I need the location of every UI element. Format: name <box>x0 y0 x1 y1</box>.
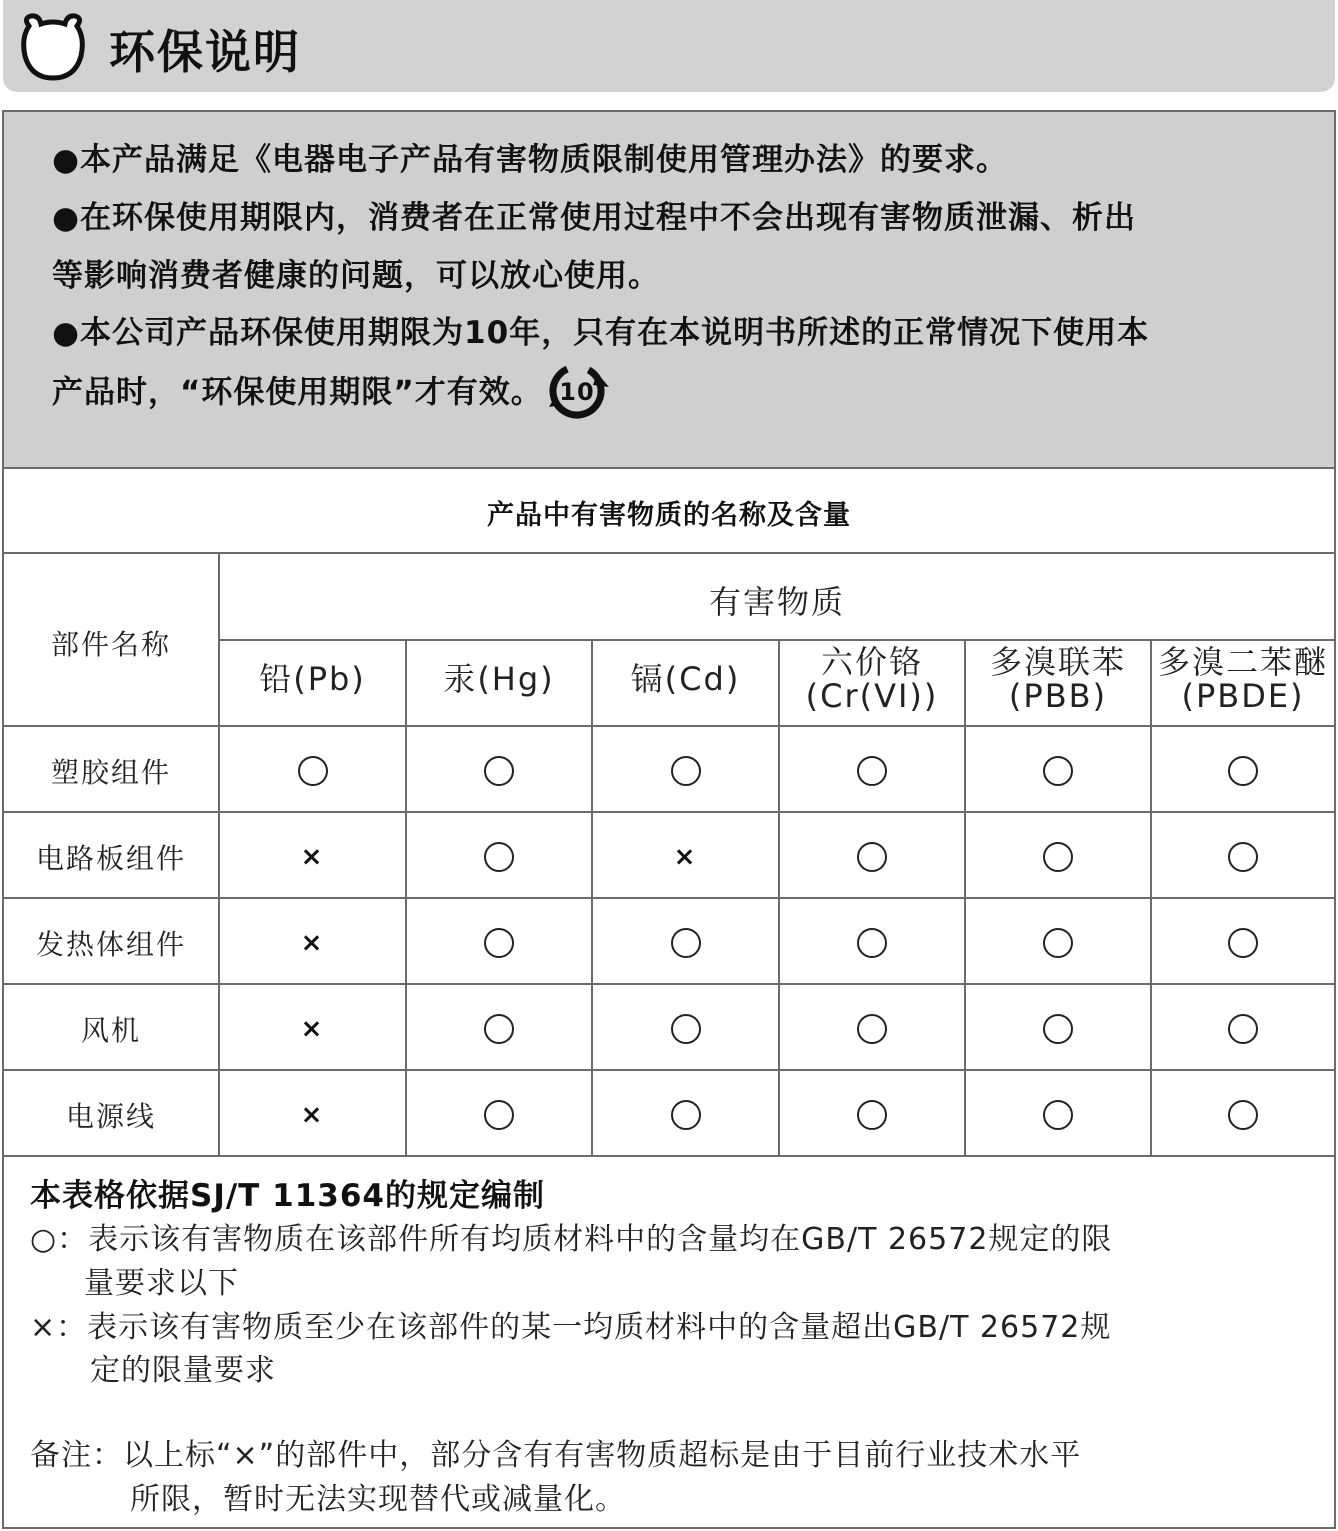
compliant-circle-mark <box>593 1097 778 1131</box>
substance-column-header-line-2: (PBB) <box>1008 677 1108 715</box>
circle-mark-icon <box>1228 1100 1258 1130</box>
circle-mark-icon <box>857 1014 887 1044</box>
exceeds-cross-mark <box>220 839 405 873</box>
circle-mark-icon <box>671 756 701 786</box>
compliant-circle-mark <box>780 1097 964 1131</box>
compliant-circle-mark <box>407 1011 591 1045</box>
compliant-circle-mark <box>966 1011 1150 1045</box>
table-title: 产品中有害物质的名称及含量 <box>487 500 851 531</box>
notice-line-2: ●在环保使用期限内，消费者在正常使用过程中不会出现有害物质泄漏、析出 <box>52 200 1137 236</box>
notice-line-3: 等影响消费者健康的问题，可以放心使用。 <box>52 258 660 294</box>
page-title: 环保说明 <box>109 25 301 79</box>
part-name-cell: 发热体组件 <box>35 928 186 961</box>
compliant-circle-mark <box>593 925 778 959</box>
eco-notice-box <box>2 110 1336 468</box>
substance-column-header <box>593 662 778 696</box>
circle-legend-line-2: 量要求以下 <box>84 1266 239 1301</box>
substance-column-header <box>1152 645 1334 713</box>
exceeds-cross-mark <box>220 1011 405 1045</box>
circle-mark-icon <box>484 928 514 958</box>
circle-legend-line-1: ○：表示该有害物质在该部件所有均质材料中的含量均在GB/T 26572规定的限 <box>30 1222 1113 1257</box>
compliant-circle-mark <box>220 753 405 787</box>
substance-column-header <box>966 645 1150 713</box>
compliant-circle-mark <box>780 839 964 873</box>
cross-mark-text: × <box>300 1014 325 1044</box>
compliant-circle-mark <box>780 1011 964 1045</box>
substance-column-header-line-1: 铅(Pb) <box>259 660 366 698</box>
cross-mark-text: × <box>300 928 325 958</box>
substance-column-header <box>780 645 964 713</box>
substance-column-header-line-1: 汞(Hg) <box>443 660 555 698</box>
cross-legend-line-1: ×：表示该有害物质至少在该部件的某一均质材料中的含量超出GB/T 26572规 <box>30 1310 1112 1345</box>
circle-mark-icon <box>298 756 328 786</box>
compliant-circle-mark <box>407 925 591 959</box>
cross-mark-text: × <box>300 842 325 872</box>
compliant-circle-mark <box>966 925 1150 959</box>
part-name-header: 部件名称 <box>50 628 171 661</box>
eco-icon-number: 10 <box>559 378 595 406</box>
circle-mark-icon <box>484 1100 514 1130</box>
circle-mark-icon <box>484 1014 514 1044</box>
compliant-circle-mark <box>407 1097 591 1131</box>
notice-line-5 <box>52 365 611 423</box>
compliant-circle-mark <box>780 925 964 959</box>
exceeds-cross-mark <box>220 925 405 959</box>
cross-mark-text: × <box>673 842 698 872</box>
exceeds-cross-mark <box>593 839 778 873</box>
compliant-circle-mark <box>966 839 1150 873</box>
circle-mark-icon <box>1043 1100 1073 1130</box>
notice-line-5-text: 产品时，“环保使用期限”才有效。 <box>52 374 543 411</box>
substance-column-header-line-2: (PBDE) <box>1181 677 1305 715</box>
circle-mark-icon <box>671 928 701 958</box>
circle-mark-icon <box>484 842 514 872</box>
compliant-circle-mark <box>780 753 964 787</box>
compliant-circle-mark <box>966 753 1150 787</box>
circle-mark-icon <box>1043 1014 1073 1044</box>
cross-legend-line-2: 定的限量要求 <box>90 1353 276 1388</box>
compliant-circle-mark <box>1152 1011 1334 1045</box>
part-name-cell: 塑胶组件 <box>50 756 171 789</box>
hazardous-substance-header: 有害物质 <box>708 583 845 621</box>
circle-mark-icon <box>857 842 887 872</box>
circle-mark-icon <box>671 1014 701 1044</box>
notice-line-1: ●本产品满足《电器电子产品有害物质限制使用管理办法》的要求。 <box>52 142 1009 178</box>
circle-mark-icon <box>1228 1014 1258 1044</box>
circle-mark-icon <box>1228 842 1258 872</box>
substance-column-header <box>407 662 591 696</box>
part-name-cell: 电路板组件 <box>35 842 186 875</box>
header-bar <box>3 0 1335 92</box>
bear-logo-icon <box>19 12 87 82</box>
remark-line-2: 所限，暂时无法实现替代或减量化。 <box>130 1482 626 1517</box>
substance-column-header-line-1: 六价铬 <box>820 643 923 681</box>
compliant-circle-mark <box>407 839 591 873</box>
circle-mark-icon <box>671 1100 701 1130</box>
compliant-circle-mark <box>593 753 778 787</box>
circle-mark-icon <box>1043 842 1073 872</box>
table-basis-note: 本表格依据SJ/T 11364的规定编制 <box>30 1178 545 1214</box>
remark-line-1: 备注：以上标“×”的部件中，部分含有有害物质超标是由于目前行业技术水平 <box>30 1438 1082 1473</box>
compliant-circle-mark <box>966 1097 1150 1131</box>
circle-mark-icon <box>857 756 887 786</box>
compliant-circle-mark <box>1152 753 1334 787</box>
part-name-cell: 电源线 <box>65 1100 156 1133</box>
compliant-circle-mark <box>1152 925 1334 959</box>
substance-column-header-line-2: (Cr(VI)) <box>805 677 939 715</box>
circle-mark-icon <box>1228 756 1258 786</box>
exceeds-cross-mark <box>220 1097 405 1131</box>
circle-mark-icon <box>484 756 514 786</box>
circle-mark-icon <box>857 928 887 958</box>
substance-column-header <box>220 662 405 696</box>
part-name-cell: 风机 <box>80 1014 141 1047</box>
compliant-circle-mark <box>593 1011 778 1045</box>
circle-mark-icon <box>1043 928 1073 958</box>
eco-period-10-icon <box>547 361 611 419</box>
substance-column-header-line-1: 多溴联苯 <box>989 643 1126 681</box>
notice-line-4: ●本公司产品环保使用期限为10年，只有在本说明书所述的正常情况下使用本 <box>52 315 1150 351</box>
compliant-circle-mark <box>407 753 591 787</box>
compliant-circle-mark <box>1152 1097 1334 1131</box>
substance-column-header-line-1: 镉(Cd) <box>630 660 741 698</box>
substance-column-header-line-1: 多溴二苯醚 <box>1157 643 1328 681</box>
compliant-circle-mark <box>1152 839 1334 873</box>
circle-mark-icon <box>1043 756 1073 786</box>
circle-mark-icon <box>857 1100 887 1130</box>
cross-mark-text: × <box>300 1100 325 1130</box>
circle-mark-icon <box>1228 928 1258 958</box>
